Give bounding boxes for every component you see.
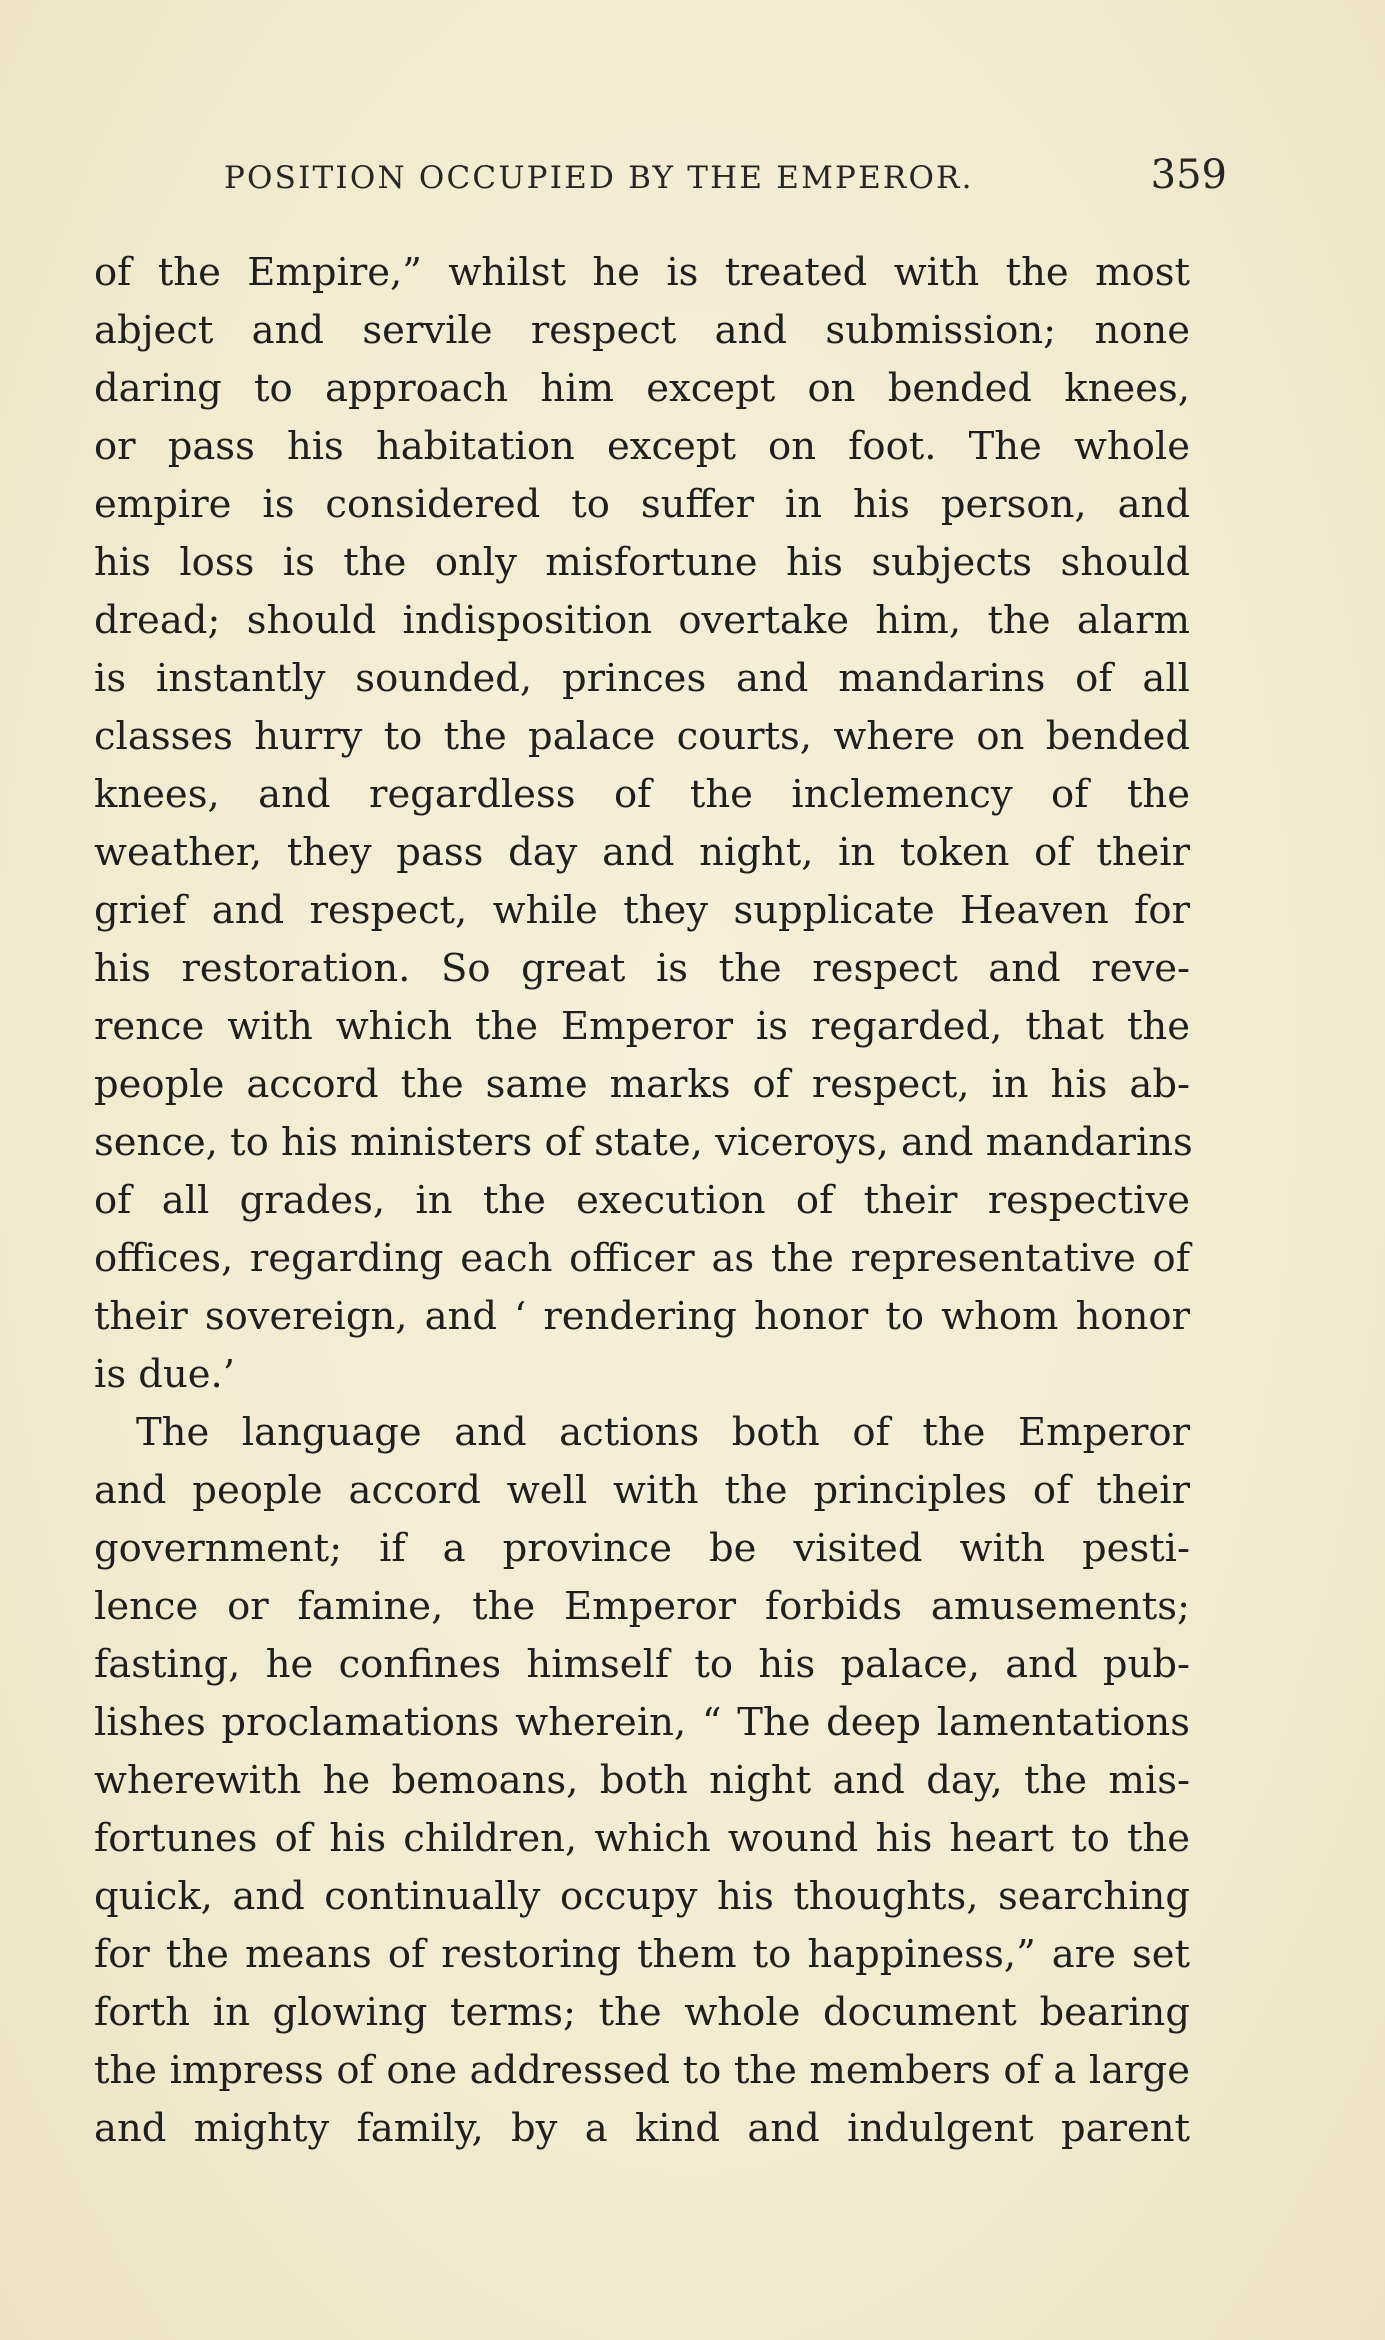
text-line: for the means of restoring them to happiness,” are set	[94, 1932, 1190, 1977]
text-line: and people accord well with the principles of their	[94, 1468, 1190, 1513]
text-line: of the Empire,” whilst he is treated with the most	[94, 250, 1190, 295]
page-header	[94, 152, 1227, 204]
text-line: abject and servile respect and submission; none	[94, 308, 1190, 353]
body-text	[94, 244, 1193, 2158]
text-line: their sovereign, and ‘ rendering honor to whom honor	[94, 1294, 1190, 1339]
text-line: lishes proclamations wherein, “ The deep lamentations	[94, 1700, 1190, 1745]
paragraph-start-line: The language and actions both of the Emperor	[136, 1410, 1190, 1455]
text-line: empire is considered to suffer in his person, and	[94, 482, 1190, 527]
text-line: weather, they pass day and night, in token of their	[94, 830, 1190, 875]
text-line: rence with which the Emperor is regarded, that the	[94, 1004, 1190, 1049]
text-line: quick, and continually occupy his thoughts, searching	[94, 1874, 1190, 1919]
text-line: people accord the same marks of respect, in his ab-	[94, 1062, 1190, 1107]
text-line: and mighty family, by a kind and indulgent parent	[94, 2106, 1190, 2151]
text-line: lence or famine, the Emperor forbids amusements;	[94, 1584, 1190, 1629]
text-line: forth in glowing terms; the whole document bearing	[94, 1990, 1190, 2035]
text-line: government; if a province be visited with pesti-	[94, 1526, 1190, 1571]
page-number: 359	[1150, 152, 1227, 198]
text-line: fasting, he confines himself to his palace, and pub-	[94, 1642, 1190, 1687]
text-line: fortunes of his children, which wound his heart to the	[94, 1816, 1190, 1861]
text-line: his loss is the only misfortune his subjects should	[94, 540, 1190, 585]
text-line: classes hurry to the palace courts, where on bended	[94, 714, 1190, 759]
text-line: the impress of one addressed to the members of a large	[94, 2048, 1190, 2093]
text-line: knees, and regardless of the inclemency of the	[94, 772, 1190, 817]
text-line: offices, regarding each officer as the representative of	[94, 1236, 1190, 1281]
text-line: grief and respect, while they supplicate Heaven for	[94, 888, 1190, 933]
text-line: sence, to his ministers of state, viceroys, and mandarins	[94, 1120, 1193, 1165]
running-head: POSITION OCCUPIED BY THE EMPEROR.	[224, 160, 974, 196]
paragraph-end-line: is due.’	[94, 1352, 236, 1397]
text-line: daring to approach him except on bended knees,	[94, 366, 1190, 411]
text-line: wherewith he bemoans, both night and day, the mis-	[94, 1758, 1190, 1803]
text-line: his restoration. So great is the respect and reve-	[94, 946, 1190, 991]
text-line: is instantly sounded, princes and mandarins of all	[94, 656, 1190, 701]
text-line: or pass his habitation except on foot. The whole	[94, 424, 1190, 469]
text-line: dread; should indisposition overtake him, the alarm	[94, 598, 1190, 643]
text-line: of all grades, in the execution of their respective	[94, 1178, 1190, 1223]
